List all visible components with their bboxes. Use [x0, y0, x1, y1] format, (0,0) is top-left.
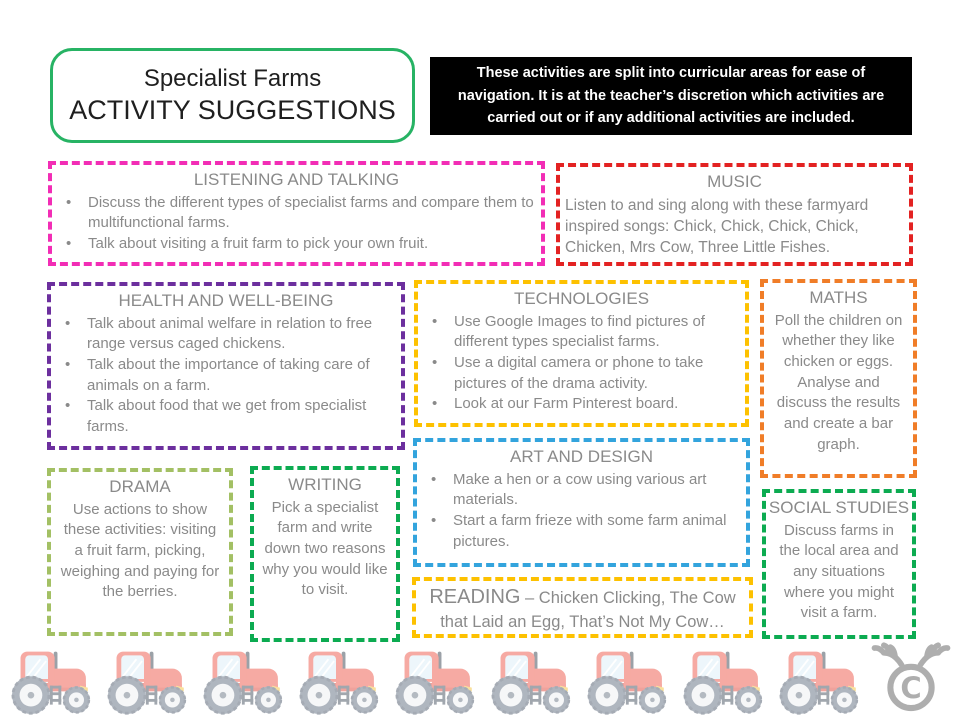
section-heading: READING — [429, 586, 521, 609]
section-text: Pick a specialist farm and write down two reasons why you would like to visit. — [262, 498, 388, 599]
section-technologies — [414, 280, 749, 427]
tractor-icon — [288, 644, 384, 716]
teacher-note: These activities are split into curricular areas for ease of navigation. It is at the teacher’s discretion which activities are carried out or if any additional activities are included. — [430, 57, 912, 135]
tractor-icon — [480, 644, 576, 716]
section-text: Listen to and sing along with these farmyard inspired songs: Chick, Chick, Chick, Chick, Chicken, Mrs Cow, Three Little Fishes. — [565, 196, 869, 257]
section-heading: ART AND DESIGN — [510, 447, 653, 466]
section-text: Use actions to show these activities: visiting a fruit farm, picking, weighing and paying for the berries. — [60, 500, 220, 601]
bullet-item: • Make a hen or a cow using various art materials. — [425, 470, 740, 511]
tractor-icon — [576, 644, 672, 716]
bullet-item: • Look at our Farm Pinterest board. — [426, 394, 739, 415]
tractor-icon — [192, 644, 288, 716]
section-heading: LISTENING AND TALKING — [193, 170, 400, 189]
page-subtitle: ACTIVITY SUGGESTIONS — [69, 94, 396, 125]
section-text — [416, 584, 749, 633]
bullet-list — [417, 470, 746, 553]
section-art-and-design — [413, 438, 750, 567]
section-health-and-well-being — [47, 282, 405, 450]
tractor-icon — [0, 644, 96, 716]
section-maths — [760, 279, 917, 478]
tractor-border-row — [0, 644, 864, 716]
svg-text:C: C — [900, 670, 922, 705]
section-heading: MATHS — [809, 288, 868, 307]
section-text: Poll the children on whether they like chicken or eggs. Analyse and discuss the results and create a bar graph. — [774, 311, 903, 453]
section-heading: DRAMA — [109, 477, 171, 496]
section-text: Discuss farms in the local area and any situations where you might visit a farm. — [779, 521, 899, 622]
reading-booklist: – Chicken Clicking, The Cow that Laid an Egg, That’s Not My Cow… — [440, 589, 736, 632]
bullet-item: • Talk about food that we get from specialist farms. — [59, 396, 395, 437]
bullet-list — [52, 193, 541, 255]
section-drama — [47, 468, 233, 636]
section-social-studies — [762, 489, 916, 639]
bullet-item: • Talk about visiting a fruit farm to pick your own fruit. — [60, 234, 535, 255]
bullet-list — [418, 312, 745, 415]
section-heading: WRITING — [288, 475, 362, 494]
tractor-icon — [768, 644, 864, 716]
section-heading: SOCIAL STUDIES — [768, 498, 910, 517]
bullet-item: • Start a farm frieze with some farm animal pictures. — [425, 511, 740, 552]
section-music — [556, 163, 913, 266]
section-reading — [412, 577, 753, 638]
section-heading: HEALTH AND WELL-BEING — [118, 291, 334, 310]
bullet-item: • Discuss the different types of specialist farms and compare them to multifunctional farms. — [60, 193, 535, 234]
bullet-list — [51, 314, 401, 438]
copyright-antlers-logo — [866, 642, 956, 716]
bullet-item: • Use a digital camera or phone to take pictures of the drama activity. — [426, 353, 739, 394]
tractor-icon — [384, 644, 480, 716]
section-heading: MUSIC — [707, 172, 762, 191]
section-writing — [250, 466, 400, 642]
tractor-icon — [672, 644, 768, 716]
bullet-item: • Talk about animal welfare in relation to free range versus caged chickens. — [59, 314, 395, 355]
bullet-item: • Talk about the importance of taking care of animals on a farm. — [59, 355, 395, 396]
section-heading: TECHNOLOGIES — [513, 289, 650, 308]
bullet-item: • Use Google Images to find pictures of different types specialist farms. — [426, 312, 739, 353]
section-listening-and-talking — [48, 161, 545, 266]
tractor-icon — [96, 644, 192, 716]
page-title: Specialist Farms — [143, 64, 322, 92]
title-box — [50, 48, 415, 143]
